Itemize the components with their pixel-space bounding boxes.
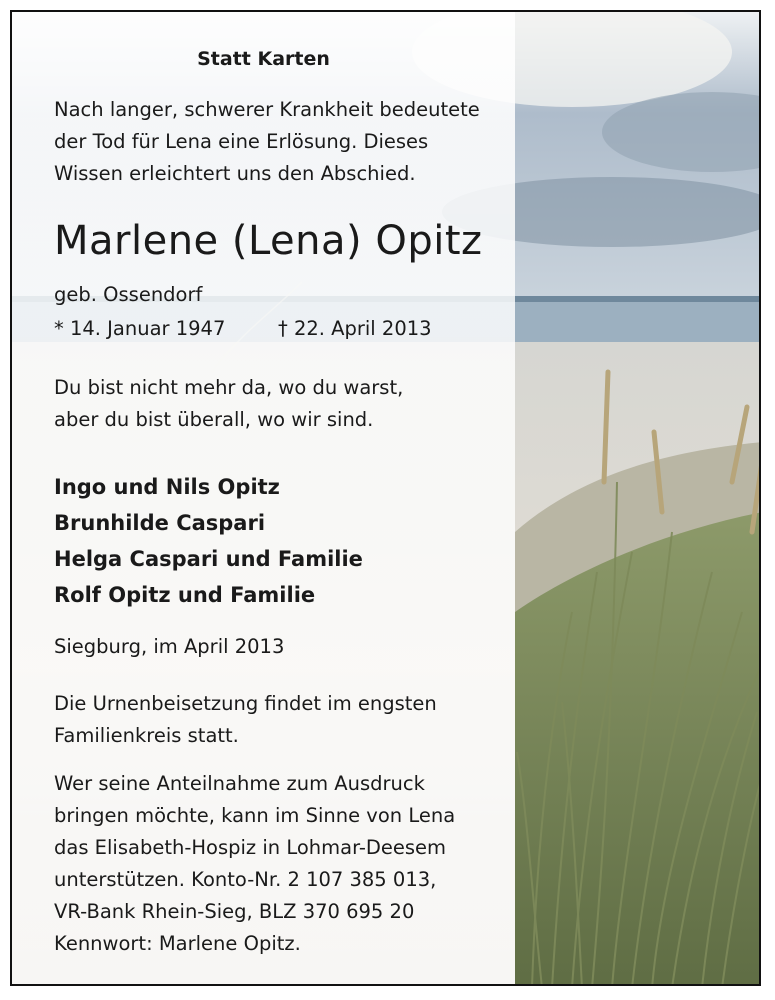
donation-line-6: Kennwort: Marlene Opitz. (54, 932, 301, 955)
mourner-1: Ingo und Nils Opitz (54, 475, 280, 499)
death-date: † 22. April 2013 (278, 317, 432, 340)
mourner-2: Brunhilde Caspari (54, 511, 266, 535)
donation-line-3: das Elisabeth-Hospiz in Lohmar-Deesem (54, 836, 447, 859)
burial-line-2: Familienkreis statt. (54, 724, 239, 747)
mourner-3: Helga Caspari und Familie (54, 547, 363, 571)
notice-text (12, 12, 515, 986)
donation-line-4: unterstützen. Konto-Nr. 2 107 385 013, (54, 868, 437, 891)
quote-line-1: Du bist nicht mehr da, wo du warst, (54, 376, 404, 399)
deceased-name: Marlene (Lena) Opitz (54, 218, 483, 264)
intro-line-2: der Tod für Lena eine Erlösung. Dieses (54, 130, 429, 153)
mourner-4: Rolf Opitz und Familie (54, 583, 316, 607)
obituary-card (10, 10, 761, 986)
donation-line-5: VR-Bank Rhein-Sieg, BLZ 370 695 20 (54, 900, 415, 923)
donation-line-1: Wer seine Anteilnahme zum Ausdruck (54, 772, 425, 795)
intro-line-3: Wissen erleichtert uns den Abschied. (54, 162, 416, 185)
quote-line-2: aber du bist überall, wo wir sind. (54, 408, 374, 431)
birth-date: * 14. Januar 1947 (54, 317, 226, 340)
donation-line-2: bringen möchte, kann im Sinne von Lena (54, 804, 456, 827)
burial-line-1: Die Urnenbeisetzung findet im engsten (54, 692, 437, 715)
maiden-name: geb. Ossendorf (54, 283, 203, 306)
place-date: Siegburg, im April 2013 (54, 635, 285, 658)
intro-line-1: Nach langer, schwerer Krankheit bedeutete (54, 98, 480, 121)
notice-heading: Statt Karten (197, 48, 330, 70)
